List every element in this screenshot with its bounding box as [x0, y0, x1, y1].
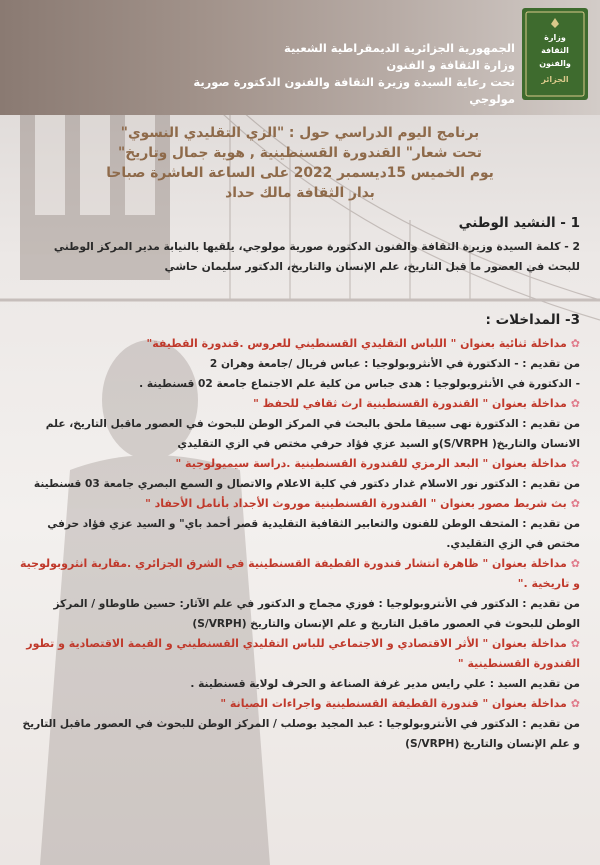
program-title-block — [20, 123, 580, 203]
intervention-6 — [20, 634, 580, 694]
flower-bullet-icon: ✿ — [570, 337, 580, 350]
section-1-item-2: 2 - كلمة السيدة وزيرة الثقافة والفنون الدكتورة صورية مولوجي، يلقيها بالنيابة مدير المركز الوطني للبحث في العصور ما قبل التاريخ، علم الإنسان والتاريخ، الدكتور سليمان حاشي — [53, 240, 580, 273]
intervention-7 — [20, 694, 580, 754]
program-title-line-1: برنامج اليوم الدراسي حول : "الزي التقليدي النسوي" — [120, 125, 480, 141]
section-1-heading: 1 - النشيد الوطني — [458, 215, 580, 231]
intervention-1 — [20, 334, 580, 394]
section-3 — [20, 312, 580, 754]
ministry-line-ministry: وزارة الثقافة و الفنون — [386, 58, 515, 72]
logo-text-4: الجزائر — [541, 75, 569, 84]
intervention-presenter: من تقديم : الدكتور في الأنتروبولوجيا : عبد المجيد بوصلب / المركز الوطن للبحوث في العصور ماقبل التاريخ و علم الإنسان والتاريخ (S/VRPH) — [22, 718, 580, 750]
intervention-presenter: من تقديم : الدكتورة نهى سبيقا ملحق بالبحث في المركز الوطن للبحوث في العصور ماقبل التاريخ، علم الانسان والتاريخ( S/VRPH)و السيد عزي فؤاد حرفي مختص في الزي التقليدي — [45, 418, 580, 450]
intervention-title: ✿مداخلة بعنوان " القندورة القسنطينية ارث ثقافي للحفظ " — [253, 397, 580, 410]
intervention-presenter: من تقديم : المتحف الوطن للفنون والتعابير الثقافية التقليدية قصر أحمد باي" و السيد عزي فؤاد حرفي مختص في الزي التقليدي. — [47, 518, 580, 550]
intervention-title: ✿مداخلة بعنوان " الأثر الاقتصادي و الاجتماعي للباس التقليدي القسنطيني و القيمة الاقتصادية و تطور القندورة القسنطينية " — [26, 637, 580, 670]
flower-bullet-icon: ✿ — [570, 497, 580, 510]
ministry-line-patronage: تحت رعاية السيدة وزيرة الثقافة والفنون الدكتورة صورية مولوجي — [193, 75, 515, 106]
intervention-presenter: من تقديم السيد : علي رايس مدير غرفة الصناعة و الحرف لولاية قسنطينة . — [190, 678, 580, 690]
program-title-line-3: يوم الخميس 15ديسمبر 2022 على الساعة العاشرة صباحا — [106, 165, 494, 181]
flower-bullet-icon: ✿ — [570, 397, 580, 410]
section-1 — [20, 215, 580, 277]
program-title-line-2: تحت شعار" القندورة القسنطينية , هوية جمال وتاريخ" — [118, 145, 482, 161]
program-title-line-4: بدار الثقافة مالك حداد — [225, 185, 375, 201]
intervention-title: ✿مداخلة ثنائية بعنوان " اللباس التقليدي القسنطيني للعروس .قندورة القطيفة" — [146, 337, 580, 350]
intervention-2 — [20, 394, 580, 454]
intervention-presenter: من تقديم : الدكتور في الأنتروبولوجيا : فوزي مجماج و الدكتور في علم الآثار: حسين طاوطاو / المركز الوطن للبحوث في العصور ماقبل التاريخ و علم الإنسان والتاريخ (S/VRPH) — [53, 598, 580, 630]
header-band — [0, 0, 600, 115]
intervention-presenter: من تقديم : - الدكتورة في الأنثروبولوجيا : عباس فريال /جامعة وهران 2 — [209, 358, 580, 370]
intervention-3 — [20, 454, 580, 494]
flower-bullet-icon: ✿ — [570, 697, 580, 710]
intervention-title: ✿مداخلة بعنوان " ظاهرة انتشار قندورة القطيفة القسنطينية في الشرق الجزائري .مقاربة انثروبولوجية و تاريخية ." — [20, 557, 580, 590]
flower-bullet-icon: ✿ — [570, 637, 580, 650]
logo-text-2: الثقافة — [541, 46, 569, 55]
ministry-lines — [155, 40, 515, 108]
section-3-heading: 3- المداخلات : — [485, 312, 580, 328]
intervention-presenter: - الدكتورة في الأنثروبولوجيا : هدى جباس من كلية علم الاجتماع جامعة 02 قسنطينة . — [139, 378, 580, 390]
intervention-presenter: من تقديم : الدكتور نور الاسلام غدار دكتور في كلية الاعلام والاتصال و السمع البصري جامعة 03 قسنطينة — [33, 478, 580, 490]
logo-text-1: وزارة — [544, 33, 566, 42]
ministry-logo — [522, 8, 588, 100]
intervention-title: ✿مداخلة بعنوان " البعد الرمزي للقندورة القسنطينية .دراسة سيميولوجية " — [175, 457, 580, 470]
intervention-5 — [20, 554, 580, 634]
flower-bullet-icon: ✿ — [570, 557, 580, 570]
ministry-line-republic: الجمهورية الجزائرية الديمقراطية الشعبية — [283, 41, 515, 55]
intervention-4 — [20, 494, 580, 554]
intervention-title: ✿بث شريط مصور بعنوان " القندورة القسنطينية موروث الأجداد بأنامل الأحفاد " — [145, 497, 580, 510]
logo-text-3: والفنون — [539, 59, 571, 68]
flower-bullet-icon: ✿ — [570, 457, 580, 470]
intervention-title: ✿مداخلة بعنوان " قندورة القطيفة القسنطينية واجراءات الصيانة " — [220, 697, 580, 710]
